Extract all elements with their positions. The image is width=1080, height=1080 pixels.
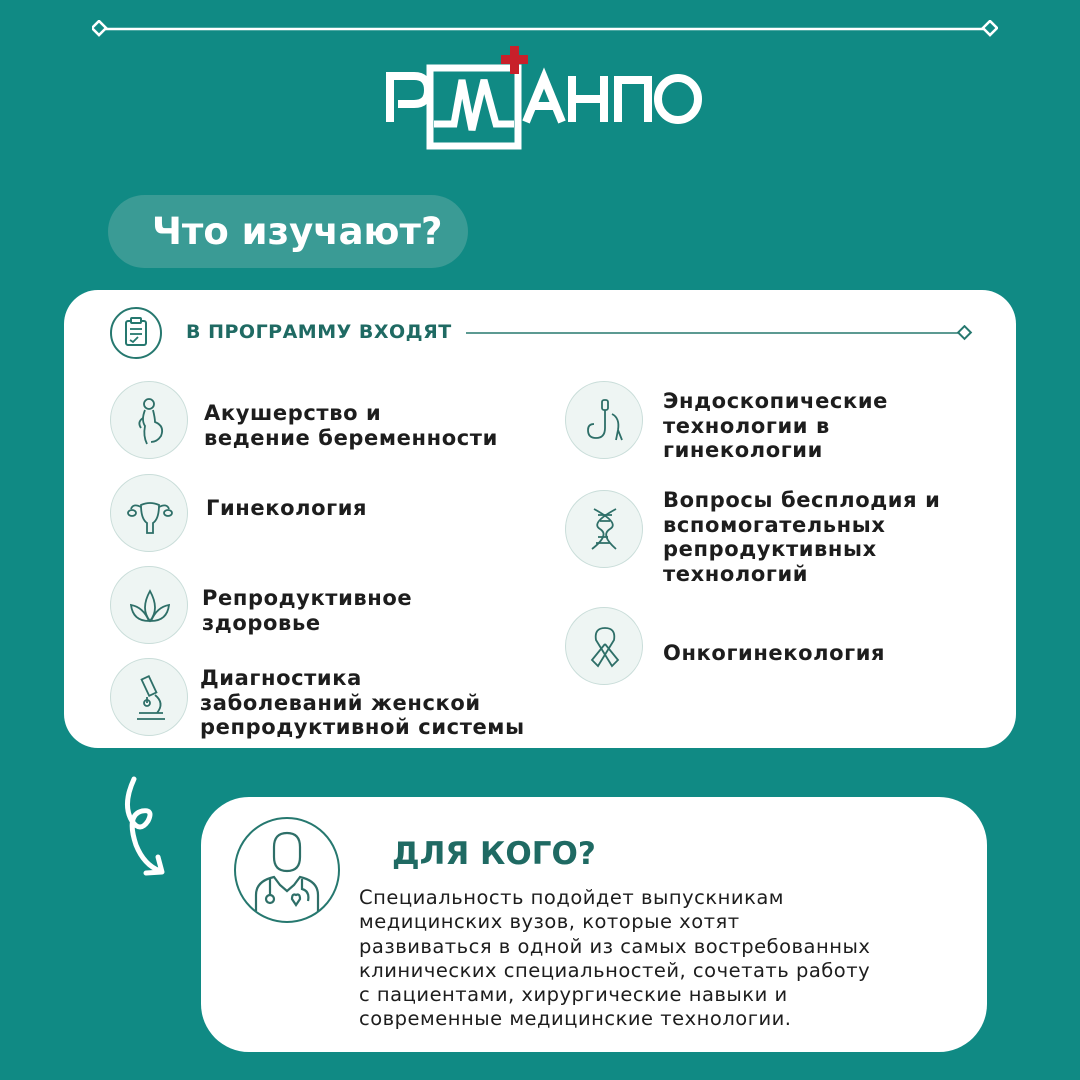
program-item-label: Онкогинекология (663, 641, 886, 665)
dna-icon (565, 490, 643, 568)
program-item-label: Диагностика заболеваний женской репродуктивной системы (200, 666, 525, 739)
audience-title: ДЛЯ КОГО? (392, 836, 596, 872)
microscope-icon (110, 658, 188, 736)
program-item-label: Акушерство и ведение беременности (204, 401, 498, 450)
section-title: Что изучают? (108, 195, 468, 268)
pregnancy-icon (110, 381, 188, 459)
program-item-label: Эндоскопические технологии в гинекологии (663, 389, 888, 462)
program-item-label: Вопросы бесплодия и вспомогательных репродуктивных технологий (663, 488, 941, 586)
clipboard-icon (110, 307, 162, 359)
program-header-label: В ПРОГРАММУ ВХОДЯТ (186, 321, 452, 343)
top-divider (92, 20, 998, 38)
program-item-label: Гинекология (206, 496, 368, 520)
ribbon-icon (565, 607, 643, 685)
curly-arrow-icon (118, 775, 178, 885)
rmanpo-logo (380, 40, 710, 155)
program-header (110, 307, 980, 361)
endoscope-icon (565, 381, 643, 459)
header-divider (466, 325, 974, 341)
audience-description: Специальность подойдет выпускникам медицинских вузов, которые хотят развиваться в одной из самых востребованных клинических специальностей, сочетать работу с пациентами, хирургические навыки и современные медицинские технологии. (359, 886, 871, 1031)
doctor-icon (234, 817, 340, 923)
leaves-icon (110, 566, 188, 644)
program-item-label: Репродуктивное здоровье (202, 586, 413, 635)
uterus-icon (110, 474, 188, 552)
